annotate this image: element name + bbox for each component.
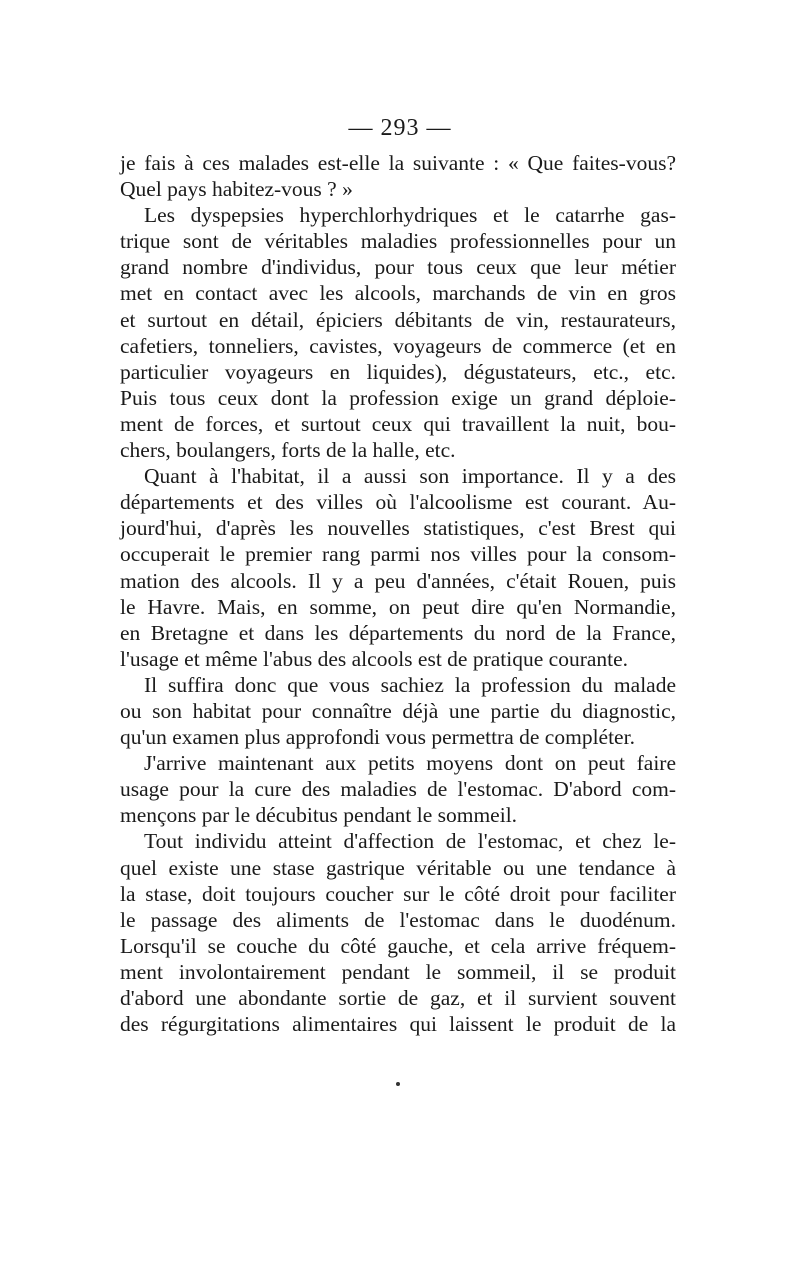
text-line: je fais à ces malades est-elle la suivante : « Que faites-vous? [120, 151, 676, 175]
text-line: ment involontairement pendant le sommeil, il se produit [120, 959, 676, 984]
text-line: Il suffira donc que vous sachiez la profession du malade [144, 672, 676, 697]
text-line: quel existe une stase gastrique véritable ou une tendance à [120, 855, 676, 880]
text-line: des régurgitations alimentaires qui laissent le produit de la [120, 1012, 676, 1037]
text-line: particulier voyageurs en liquides), dégustateurs, etc., etc. [120, 359, 676, 384]
text-line: le passage des aliments de l'estomac dans le duodénum. [120, 907, 676, 932]
text-line: mençons par le décubitus pendant le sommeil. [120, 803, 518, 828]
text-line: l'usage et même l'abus des alcools est de pratique courante. [120, 646, 629, 671]
text-line: occuperait le premier rang parmi nos villes pour la consom- [120, 542, 676, 567]
text-line: usage pour la cure des maladies de l'estomac. D'abord com- [120, 777, 676, 802]
text-line: en Bretagne et dans les départements du nord de la France, [120, 620, 676, 645]
text-line: Quant à l'habitat, il a aussi son importance. Il y a des [144, 464, 676, 489]
text-line: grand nombre d'individus, pour tous ceux que leur métier [120, 255, 676, 280]
text-line: trique sont de véritables maladies professionnelles pour un [120, 229, 676, 254]
text-line: ment de forces, et surtout ceux qui travaillent la nuit, bou- [120, 411, 676, 436]
body-text [120, 150, 676, 1037]
text-line: jourd'hui, d'après les nouvelles statistiques, c'est Brest qui [120, 516, 676, 541]
text-line: Puis tous ceux dont la profession exige un grand déploie- [120, 385, 676, 410]
text-line: Les dyspepsies hyperchlorhydriques et le catarrhe gas- [144, 203, 676, 228]
text-line: met en contact avec les alcools, marchands de vin en gros [120, 281, 676, 306]
text-line: d'abord une abondante sortie de gaz, et il survient souvent [120, 986, 676, 1010]
text-line: et surtout en détail, épiciers débitants de vin, restaurateurs, [120, 307, 676, 332]
text-line: J'arrive maintenant aux petits moyens dont on peut faire [144, 751, 676, 776]
text-line: qu'un examen plus approfondi vous permettra de compléter. [120, 725, 635, 750]
text-line: le Havre. Mais, en somme, on peut dire qu'en Normandie, [120, 594, 676, 619]
text-line: mation des alcools. Il y a peu d'années, c'était Rouen, puis [120, 568, 676, 593]
text-line: Lorsqu'il se couche du côté gauche, et cela arrive fréquem- [120, 933, 676, 958]
signature-mark-dot [396, 1082, 400, 1086]
text-line: départements et des villes où l'alcoolisme est courant. Au- [120, 490, 676, 515]
text-line: chers, boulangers, forts de la halle, etc. [120, 438, 456, 463]
text-line: la stase, doit toujours coucher sur le côté droit pour faciliter [120, 881, 676, 906]
text-line: Tout individu atteint d'affection de l'estomac, et chez le- [144, 829, 676, 854]
text-line: Quel pays habitez-vous ? » [120, 177, 353, 202]
text-line: ou son habitat pour connaître déjà une partie du diagnostic, [120, 698, 676, 723]
text-line: cafetiers, tonneliers, cavistes, voyageurs de commerce (et en [120, 333, 676, 358]
page-number: — 293 — [348, 115, 452, 141]
